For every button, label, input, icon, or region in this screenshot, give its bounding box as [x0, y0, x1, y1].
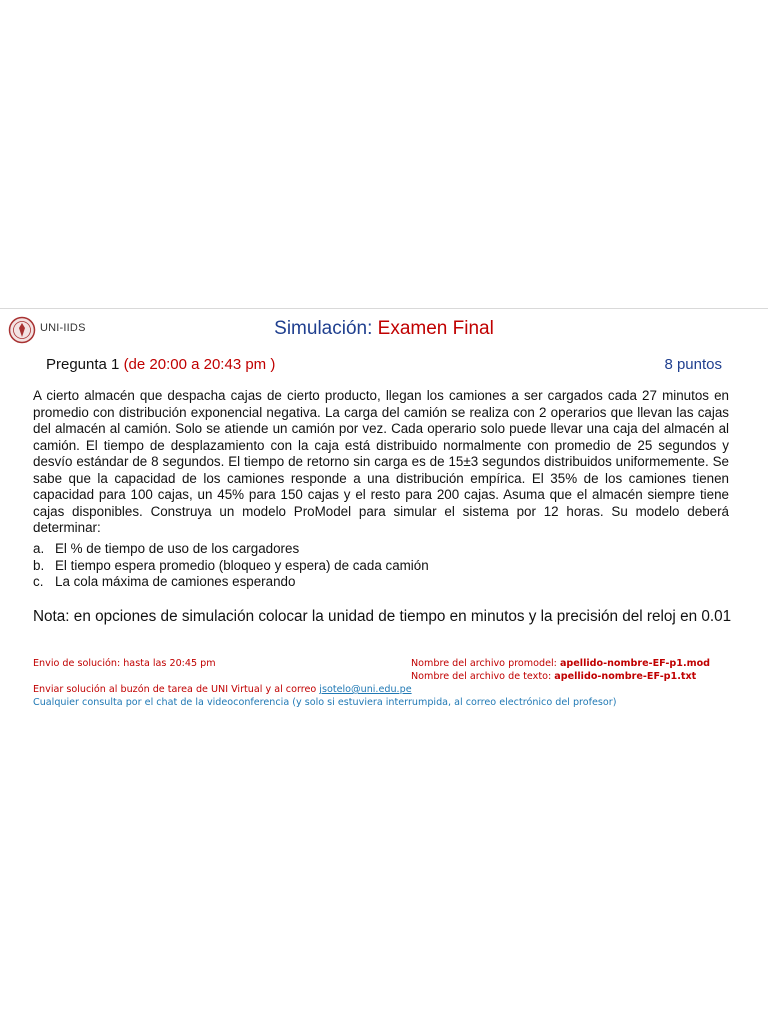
- title-exam: Examen Final: [377, 318, 494, 339]
- page-title: [0, 318, 768, 340]
- promodel-label: Nombre del archivo promodel:: [411, 658, 560, 669]
- chat-note: Cualquier consulta por el chat de la videoconferencia (y solo si estuviera interrumpida, al correo electrónico del profesor): [33, 697, 617, 708]
- simulation-note: Nota: en opciones de simulación colocar la unidad de tiempo en minutos y la precisión del reloj en 0.01: [33, 608, 732, 625]
- list-item: [33, 574, 733, 591]
- logo-text: UNI-IIDS: [40, 322, 86, 334]
- question-heading: [46, 356, 275, 373]
- option-text: El tiempo espera promedio (bloqueo y espera) de cada camión: [55, 557, 429, 573]
- option-text: La cola máxima de camiones esperando: [55, 574, 296, 589]
- promodel-file: apellido-nombre-EF-p1.mod: [559, 658, 711, 669]
- option-text: El % de tiempo de uso de los cargadores: [55, 541, 300, 556]
- question-options: [33, 541, 733, 591]
- promodel-filename: [411, 658, 710, 669]
- top-divider: [0, 308, 768, 309]
- text-file-label: Nombre del archivo de texto:: [411, 671, 555, 682]
- question-label: Pregunta 1: [46, 356, 124, 373]
- submit-instructions: [33, 684, 412, 695]
- list-item: [33, 558, 733, 575]
- text-filename: [411, 671, 696, 682]
- option-letter: c.: [33, 574, 44, 589]
- title-subject: Simulación:: [274, 318, 378, 339]
- deadline-text: Envio de solución: hasta las 20:45 pm: [33, 658, 216, 669]
- question-body: A cierto almacén que despacha cajas de cierto producto, llegan los camiones a ser cargados cada 27 minutos en promedio con distribución exponencial negativa. La carga del camión se realiza con 2 operarios que llevan las cajas del almacén al camión. Solo se atiende un camión por vez. Cada operario solo puede llevar una caja del almacén al camión. El tiempo de desplazamiento con la caja está distribuido normalmente con promedio de 25 segundos y desvío estándar de 8 segundos. El tiempo de retorno sin carga es de 15±3 segundos distribuidos uniformemente. Se sabe que la capacidad de los camiones responde a una distribución empírica. El 35% de los camiones tienen capacidad para 100 cajas, un 45% para 150 cajas y el resto para 200 cajas. Asuma que el almacén siempre tiene cajas disponibles. Construya un modelo ProModel para simular el sistema por 12 horas. Su modelo deberá determinar:: [33, 388, 729, 535]
- submit-text: Enviar solución al buzón de tarea de UNI Virtual y al correo: [33, 684, 320, 695]
- text-file: apellido-nombre-EF-p1.txt: [554, 671, 697, 682]
- option-letter: b.: [33, 557, 45, 573]
- list-item: [33, 541, 733, 558]
- email-link[interactable]: jsotelo@uni.edu.pe: [319, 684, 412, 695]
- option-letter: a.: [33, 541, 45, 556]
- question-time-range: (de 20:00 a 20:43 pm ): [123, 356, 276, 373]
- question-points: 8 puntos: [664, 356, 722, 373]
